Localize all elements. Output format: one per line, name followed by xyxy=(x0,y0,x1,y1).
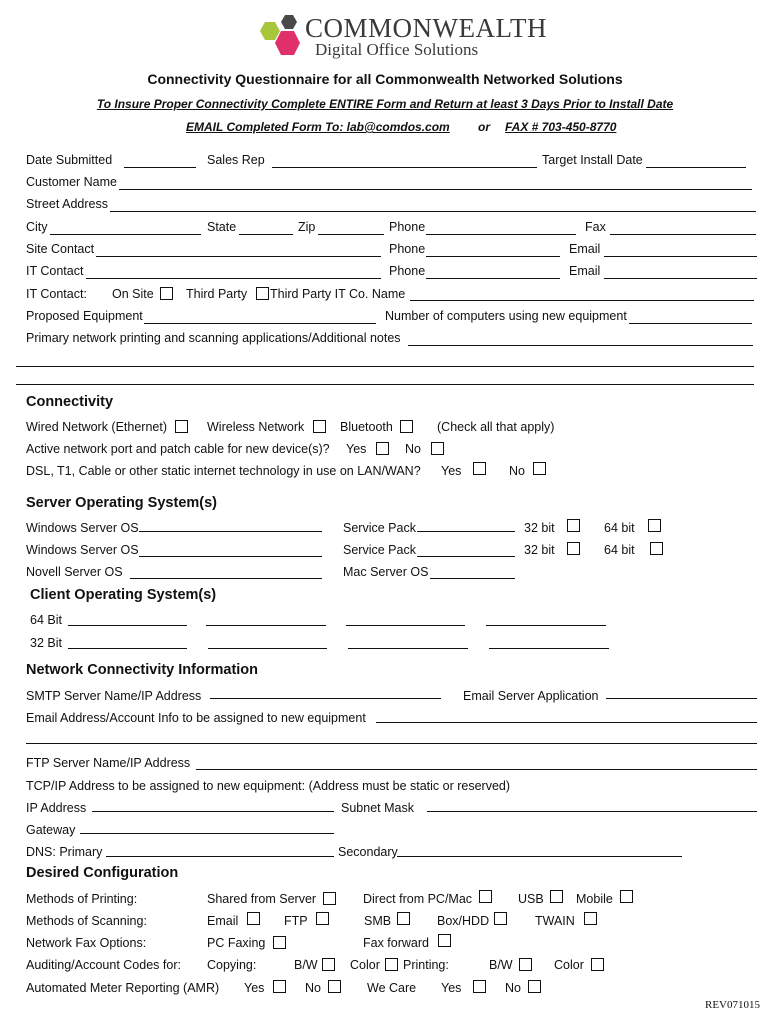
bluetooth-label: Bluetooth xyxy=(340,420,393,434)
it-phone-label: Phone xyxy=(389,264,426,278)
server-1-32bit-label: 32 bit xyxy=(524,521,555,535)
dns-primary-label: DNS: Primary xyxy=(26,845,103,859)
check-all-note: (Check all that apply) xyxy=(437,420,555,434)
client-64bit-field-3[interactable] xyxy=(346,625,465,626)
wireless-label: Wireless Network xyxy=(207,420,305,434)
amr-label: Automated Meter Reporting (AMR) xyxy=(26,981,220,995)
amr-no-label: No xyxy=(305,981,321,995)
copying-label: Copying: xyxy=(207,958,257,972)
it-contact-label: IT Contact xyxy=(26,264,84,278)
copy-color-label: Color xyxy=(350,958,380,972)
bluetooth-checkbox[interactable] xyxy=(400,420,413,433)
gateway-label: Gateway xyxy=(26,823,76,837)
sales-rep-label: Sales Rep xyxy=(207,153,265,167)
sales-rep-field[interactable] xyxy=(272,167,537,168)
windows-server-2-label: Windows Server OS xyxy=(26,543,139,557)
site-email-label: Email xyxy=(569,242,601,256)
it-email-field[interactable] xyxy=(604,278,757,279)
mac-server-field[interactable] xyxy=(430,578,515,579)
phone-label: Phone xyxy=(389,220,426,234)
novell-field[interactable] xyxy=(130,578,322,579)
scan-ftp-checkbox[interactable] xyxy=(316,912,329,925)
mobile-checkbox[interactable] xyxy=(620,890,633,903)
we-care-label: We Care xyxy=(367,981,417,995)
service-pack-2-label: Service Pack xyxy=(343,543,416,557)
mobile-label: Mobile xyxy=(576,892,613,906)
server-2-64bit-checkbox[interactable] xyxy=(650,542,663,555)
dns-secondary-field[interactable] xyxy=(397,856,682,857)
fax-field[interactable] xyxy=(610,234,756,235)
fax-forward-checkbox[interactable] xyxy=(438,934,451,947)
target-install-date-field[interactable] xyxy=(646,167,746,168)
we-care-yes-label: Yes xyxy=(441,981,462,995)
dns-primary-field[interactable] xyxy=(106,856,334,857)
wired-checkbox[interactable] xyxy=(175,420,188,433)
amr-no-checkbox[interactable] xyxy=(328,980,341,993)
print-bw-checkbox[interactable] xyxy=(519,958,532,971)
client-os-heading: Client Operating System(s) xyxy=(30,587,217,603)
active-port-no-checkbox[interactable] xyxy=(431,442,444,455)
city-field[interactable] xyxy=(50,234,201,235)
primary-apps-label: Primary network printing and scanning applications/Additional notes xyxy=(26,331,401,345)
fax-options-label: Network Fax Options: xyxy=(26,936,147,950)
proposed-equipment-field[interactable] xyxy=(144,323,376,324)
pc-faxing-label: PC Faxing xyxy=(207,936,266,950)
shared-server-checkbox[interactable] xyxy=(323,892,336,905)
service-pack-2-field[interactable] xyxy=(417,556,515,557)
date-submitted-label: Date Submitted xyxy=(26,153,113,167)
printing-label: Printing: xyxy=(403,958,449,972)
connectivity-heading: Connectivity xyxy=(26,394,114,410)
site-email-field[interactable] xyxy=(604,256,757,257)
site-contact-label: Site Contact xyxy=(26,242,95,256)
we-care-yes-checkbox[interactable] xyxy=(473,980,486,993)
scan-box-hdd-label: Box/HDD xyxy=(437,914,490,928)
active-port-label: Active network port and patch cable for new device(s)? xyxy=(26,442,330,456)
we-care-no-checkbox[interactable] xyxy=(528,980,541,993)
scan-email-checkbox[interactable] xyxy=(247,912,260,925)
subnet-mask-field[interactable] xyxy=(427,811,757,812)
active-port-yes-label: Yes xyxy=(346,442,367,456)
client-64bit-label: 64 Bit xyxy=(30,613,62,627)
num-computers-field[interactable] xyxy=(629,323,752,324)
usb-checkbox[interactable] xyxy=(550,890,563,903)
network-info-heading: Network Connectivity Information xyxy=(26,662,259,678)
dsl-yes-label: Yes xyxy=(441,464,462,478)
site-phone-field[interactable] xyxy=(426,256,560,257)
server-2-32bit-checkbox[interactable] xyxy=(567,542,580,555)
print-color-label: Color xyxy=(554,958,584,972)
logo-hex-pink xyxy=(275,31,300,55)
it-email-label: Email xyxy=(569,264,601,278)
zip-label: Zip xyxy=(298,220,316,234)
smtp-label: SMTP Server Name/IP Address xyxy=(26,689,202,703)
street-address-field[interactable] xyxy=(110,211,756,212)
primary-apps-field[interactable] xyxy=(408,345,753,346)
logo-hex-dark xyxy=(281,15,297,29)
tcpip-label: TCP/IP Address to be assigned to new equipment: (Address must be static or reserved) xyxy=(26,779,511,793)
street-address-label: Street Address xyxy=(26,197,108,211)
email-line: EMAIL Completed Form To: lab@comdos.com xyxy=(186,120,450,134)
client-32bit-field-4[interactable] xyxy=(489,648,609,649)
novell-label: Novell Server OS xyxy=(26,565,123,579)
date-submitted-field[interactable] xyxy=(124,167,196,168)
dsl-no-label: No xyxy=(509,464,525,478)
server-1-32bit-checkbox[interactable] xyxy=(567,519,580,532)
proposed-equipment-label: Proposed Equipment xyxy=(26,309,143,323)
direct-pc-checkbox[interactable] xyxy=(479,890,492,903)
config-heading: Desired Configuration xyxy=(26,865,179,881)
customer-name-label: Customer Name xyxy=(26,175,117,189)
logo-tagline: Digital Office Solutions xyxy=(315,40,479,59)
gateway-field[interactable] xyxy=(80,833,334,834)
email-account-line-2[interactable] xyxy=(26,743,757,744)
server-2-64bit-label: 64 bit xyxy=(604,543,635,557)
phone-field[interactable] xyxy=(426,234,576,235)
fax-label: Fax xyxy=(585,220,606,234)
third-party-name-label: Third Party IT Co. Name xyxy=(270,287,406,301)
fax-line: FAX # 703-450-8770 xyxy=(505,120,617,134)
auditing-label: Auditing/Account Codes for: xyxy=(26,958,181,972)
copy-bw-checkbox[interactable] xyxy=(322,958,335,971)
dsl-no-checkbox[interactable] xyxy=(533,462,546,475)
logo-name: COMMONWEALTH xyxy=(305,13,547,43)
on-site-checkbox[interactable] xyxy=(160,287,173,300)
service-pack-1-field[interactable] xyxy=(417,531,515,532)
fax-forward-label: Fax forward xyxy=(363,936,429,950)
amr-yes-checkbox[interactable] xyxy=(273,980,286,993)
customer-name-field[interactable] xyxy=(119,189,752,190)
server-2-32bit-label: 32 bit xyxy=(524,543,555,557)
windows-server-1-label: Windows Server OS xyxy=(26,521,139,535)
client-32bit-label: 32 Bit xyxy=(30,636,62,650)
notes-line-2[interactable] xyxy=(16,384,754,385)
form-title: Connectivity Questionnaire for all Commonwealth Networked Solutions xyxy=(147,71,623,87)
we-care-no-label: No xyxy=(505,981,521,995)
email-app-field[interactable] xyxy=(606,698,757,699)
email-account-label: Email Address/Account Info to be assigned to new equipment xyxy=(26,711,366,725)
print-color-checkbox[interactable] xyxy=(591,958,604,971)
ftp-field[interactable] xyxy=(196,769,757,770)
service-pack-1-label: Service Pack xyxy=(343,521,416,535)
windows-server-2-field[interactable] xyxy=(139,556,322,557)
printing-methods-label: Methods of Printing: xyxy=(26,892,138,906)
state-label: State xyxy=(207,220,237,234)
commonwealth-logo-icon xyxy=(254,14,304,58)
print-bw-label: B/W xyxy=(489,958,513,972)
ip-address-field[interactable] xyxy=(92,811,334,812)
third-party-name-field[interactable] xyxy=(410,300,754,301)
num-computers-label: Number of computers using new equipment xyxy=(385,309,627,323)
ip-address-label: IP Address xyxy=(26,801,87,815)
revision-code: REV071015 xyxy=(705,999,760,1011)
email-account-field[interactable] xyxy=(376,722,757,723)
form-instruction: To Insure Proper Connectivity Complete ENTIRE Form and Return at least 3 Days Prior to Install Date xyxy=(96,97,674,111)
it-phone-field[interactable] xyxy=(426,278,560,279)
ftp-label: FTP Server Name/IP Address xyxy=(26,756,191,770)
windows-server-1-field[interactable] xyxy=(139,531,322,532)
site-phone-label: Phone xyxy=(389,242,426,256)
it-contact-field[interactable] xyxy=(86,278,381,279)
scan-box-hdd-checkbox[interactable] xyxy=(494,912,507,925)
amr-yes-label: Yes xyxy=(244,981,265,995)
shared-server-label: Shared from Server xyxy=(207,892,317,906)
email-app-label: Email Server Application xyxy=(463,689,599,703)
client-32bit-field-3[interactable] xyxy=(348,648,468,649)
pc-faxing-checkbox[interactable] xyxy=(273,936,286,949)
smtp-field[interactable] xyxy=(210,698,441,699)
scan-email-label: Email xyxy=(207,914,239,928)
usb-label: USB xyxy=(518,892,544,906)
city-label: City xyxy=(26,220,48,234)
scan-twain-checkbox[interactable] xyxy=(584,912,597,925)
client-64bit-field-2[interactable] xyxy=(206,625,326,626)
server-1-64bit-label: 64 bit xyxy=(604,521,635,535)
client-32bit-field-1[interactable] xyxy=(68,648,187,649)
wireless-checkbox[interactable] xyxy=(313,420,326,433)
notes-line-1[interactable] xyxy=(16,366,754,367)
state-field[interactable] xyxy=(239,234,293,235)
third-party-label: Third Party xyxy=(186,287,248,301)
scanning-methods-label: Methods of Scanning: xyxy=(26,914,147,928)
active-port-yes-checkbox[interactable] xyxy=(376,442,389,455)
direct-pc-label: Direct from PC/Mac xyxy=(363,892,473,906)
wired-label: Wired Network (Ethernet) xyxy=(26,420,168,434)
dns-secondary-label: Secondary xyxy=(338,845,398,859)
client-64bit-field-1[interactable] xyxy=(68,625,187,626)
client-64bit-field-4[interactable] xyxy=(486,625,606,626)
copy-color-checkbox[interactable] xyxy=(385,958,398,971)
server-1-64bit-checkbox[interactable] xyxy=(648,519,661,532)
dsl-label: DSL, T1, Cable or other static internet technology in use on LAN/WAN? xyxy=(26,464,421,478)
target-install-date-label: Target Install Date xyxy=(542,153,643,167)
scan-smb-label: SMB xyxy=(364,914,392,928)
on-site-label: On Site xyxy=(112,287,154,301)
dsl-yes-checkbox[interactable] xyxy=(473,462,486,475)
mac-server-label: Mac Server OS xyxy=(343,565,429,579)
it-contact-type-label: IT Contact: xyxy=(26,287,87,301)
copy-bw-label: B/W xyxy=(294,958,318,972)
active-port-no-label: No xyxy=(405,442,421,456)
scan-smb-checkbox[interactable] xyxy=(397,912,410,925)
site-contact-field[interactable] xyxy=(96,256,381,257)
server-os-heading: Server Operating System(s) xyxy=(26,495,217,511)
or-text: or xyxy=(478,120,490,134)
scan-twain-label: TWAIN xyxy=(535,914,575,928)
logo-hex-green xyxy=(260,22,280,40)
third-party-checkbox[interactable] xyxy=(256,287,269,300)
scan-ftp-label: FTP xyxy=(284,914,308,928)
client-32bit-field-2[interactable] xyxy=(208,648,327,649)
zip-field[interactable] xyxy=(318,234,384,235)
subnet-mask-label: Subnet Mask xyxy=(341,801,414,815)
